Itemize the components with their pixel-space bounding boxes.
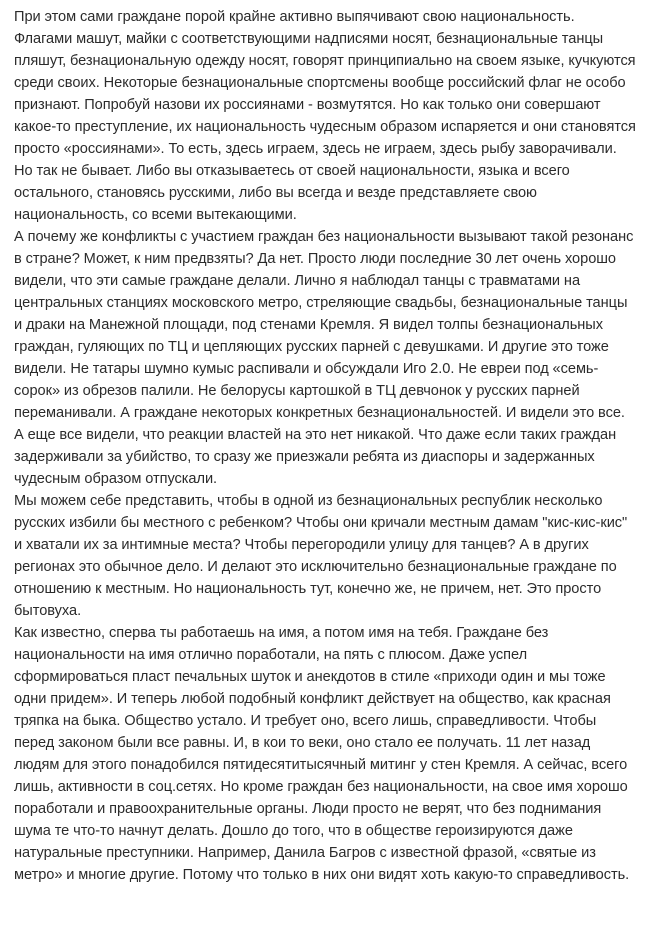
paragraph: При этом сами граждане порой крайне активно выпячивают свою национальность. Флагами машут, майки с соответствующими надписями носят, безнациональные танцы пляшут, безнациональную одежду носят, говорят принципиально на своем языке, кучкуются среди своих. Некоторые безнациональные спортсмены вообще российский флаг не особо признают. Попробуй назови их россиянами - возмутятся. Но как только они совершают какое-то преступление, их национальность чудесным образом испаряется и они становятся просто «россиянами». То есть, здесь играем, здесь не играем, здесь рыбу заворачивали. Но так не бывает. Либо вы отказываетесь от своей национальности, языка и всего остального, становясь русскими, либо вы всегда и везде представляете свою национальность, со всеми вытекающими. xyxy=(14,9,636,223)
paragraph: Мы можем себе представить, чтобы в одной из безнациональных республик несколько русских избили бы местного с ребенком? Чтобы они кричали местным дамам "кис-кис-кис" и хватали их за интимные места? Чтобы перегородили улицу для танцев? А в других регионах это обычное дело. И делают это исключительно безнациональные граждане по отношению к местным. Но национальность тут, конечно же, не причем, нет. Это просто бытовуха. xyxy=(14,493,628,619)
paragraph: Как известно, сперва ты работаешь на имя, а потом имя на тебя. Граждане без национальности на имя отлично поработали, на пять с плюсом. Даже успел сформироваться пласт печальных шуток и анекдотов в стиле «приходи один и мы тоже одни придем». И теперь любой подобный конфликт действует на общество, как красная тряпка на быка. Общество устало. И требует оно, всего лишь, справедливости. Чтобы перед законом были все равны. И, в кои то веки, оно стало ее получать. 11 лет назад людям для этого понадобился пятидесятитысячный митинг у стен Кремля. А сейчас, всего лишь, активности в соц.сетях. Но кроме граждан без национальности, на свое имя хорошо поработали и правоохранительные органы. Люди просто не верят, что без поднимания шума те что-то начнут делать. Дошло до того, что в обществе героизируются даже натуральные преступники. Например, Данила Багров с известной фразой, «святые из метро» и многие другие. Потому что только в них они видят хоть какую-то справедливость. xyxy=(14,625,630,883)
paragraph: А почему же конфликты с участием граждан без национальности вызывают такой резонанс в стране? Может, к ним предвзяты? Да нет. Просто люди последние 30 лет очень хорошо видели, что эти самые граждане делали. Лично я наблюдал танцы с травматами на центральных станциях московского метро, стреляющие свадьбы, безнациональные танцы и драки на Манежной площади, под стенами Кремля. Я видел толпы безнациональных граждан, гуляющих по ТЦ и цепляющих русских парней с девушками. И другие это тоже видели. Не татары шумно кумыс распивали и обсуждали Иго 2.0. Не евреи под «семь-сорок» из обрезов палили. Не белорусы картошкой в ТЦ девчонок у русских парней переманивали. А граждане некоторых конкретных безнациональностей. И видели это все. А еще все видели, что реакции властей на это нет никакой. Что даже если таких граждан задерживали за убийство, то сразу же приезжали ребята из диаспоры и задержанных чудесным образом отпускали. xyxy=(14,229,634,487)
